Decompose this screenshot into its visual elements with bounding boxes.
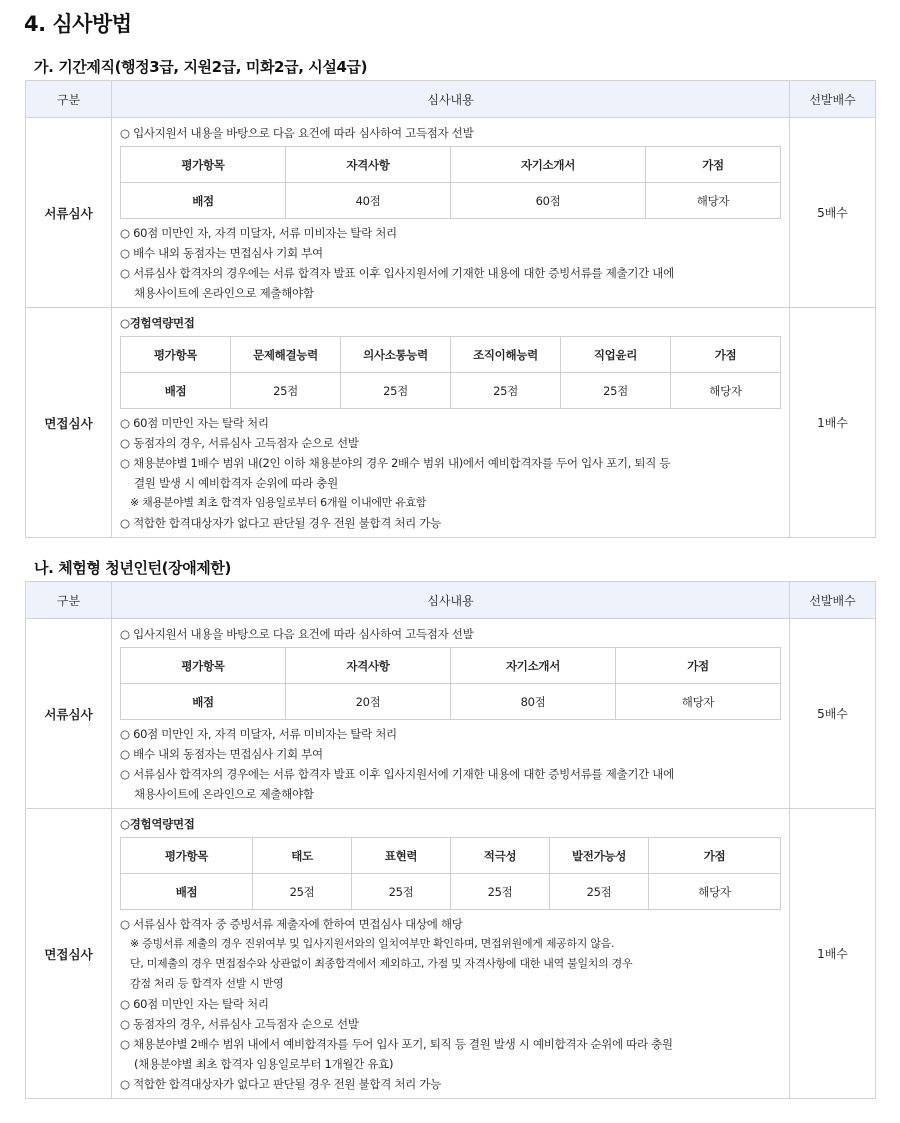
interview-score: 25점 — [550, 874, 649, 910]
doc-intro: ○ 입사지원서 내용을 바탕으로 다음 요건에 따라 심사하여 고득점자 선발 — [120, 126, 474, 140]
interview-score: 25점 — [253, 874, 352, 910]
interview-item: 가점 — [649, 838, 781, 874]
interview-line: ○ 채용분야별 1배수 범위 내(2인 이하 채용분야의 경우 2배수 범위 내)에서 예비합격자를 두어 입사 포기, 퇴직 등 — [120, 456, 671, 470]
screening-table-youth-intern — [25, 581, 876, 1099]
interview-score-table — [120, 837, 781, 910]
interview-score: 해당자 — [671, 373, 781, 409]
header-category: 구분 — [26, 81, 112, 118]
doc-score: 20점 — [286, 684, 451, 720]
doc-line: ○ 서류심사 합격자의 경우에는 서류 합격자 발표 이후 입사지원서에 기재한 내용에 대한 증빙서류를 제출기간 내에 — [120, 767, 674, 781]
document-screening-row — [26, 118, 876, 308]
doc-score-header: 배점 — [121, 183, 286, 219]
interview-score: 25점 — [341, 373, 451, 409]
interview-line: ○ 동점자의 경우, 서류심사 고득점자 순으로 선발 — [120, 1017, 359, 1031]
interview-multiplier: 1배수 — [790, 809, 876, 1099]
section-title-fixed-term: 가. 기간제직(행정3급, 지원2급, 미화2급, 시설4급) — [34, 58, 368, 76]
doc-line: 채용사이트에 온라인으로 제출해야함 — [134, 787, 314, 801]
header-multiplier: 선발배수 — [790, 81, 876, 118]
header-content: 심사내용 — [112, 582, 790, 619]
interview-screening-content — [112, 809, 790, 1099]
interview-screening-row — [26, 308, 876, 538]
interview-line: ○ 60점 미만인 자는 탈락 처리 — [120, 997, 269, 1011]
doc-multiplier: 5배수 — [790, 619, 876, 809]
doc-item-header: 평가항목 — [121, 648, 286, 684]
document-screening-row — [26, 619, 876, 809]
doc-item: 가점 — [646, 147, 781, 183]
doc-score: 40점 — [286, 183, 451, 219]
doc-item-header: 평가항목 — [121, 147, 286, 183]
page-title: 4. 심사방법 — [24, 12, 132, 36]
interview-score: 25점 — [231, 373, 341, 409]
interview-score-table — [120, 336, 781, 409]
doc-item: 자기소개서 — [451, 648, 616, 684]
doc-line: ○ 배수 내외 동점자는 면접심사 기회 부여 — [120, 747, 323, 761]
document-screening-content — [112, 118, 790, 308]
interview-item-header: 평가항목 — [121, 337, 231, 373]
header-multiplier: 선발배수 — [790, 582, 876, 619]
doc-item: 자격사항 — [286, 147, 451, 183]
interview-note: ※ 증빙서류 제출의 경우 진위여부 및 입사지원서와의 일치여부만 확인하며, 면접위원에게 제공하지 않음. — [130, 937, 615, 950]
doc-score-header: 배점 — [121, 684, 286, 720]
doc-line: ○ 배수 내외 동점자는 면접심사 기회 부여 — [120, 246, 323, 260]
doc-item: 자격사항 — [286, 648, 451, 684]
interview-score-header: 배점 — [121, 373, 231, 409]
interview-score: 25점 — [352, 874, 451, 910]
interview-line: ○ 적합한 합격대상자가 없다고 판단될 경우 전원 불합격 처리 가능 — [120, 516, 441, 530]
header-content: 심사내용 — [112, 81, 790, 118]
interview-item: 표현력 — [352, 838, 451, 874]
screening-table-fixed-term — [25, 80, 876, 538]
section-title-youth-intern: 나. 체험형 청년인턴(장애제한) — [34, 559, 231, 577]
doc-line: ○ 서류심사 합격자의 경우에는 서류 합격자 발표 이후 입사지원서에 기재한 내용에 대한 증빙서류를 제출기간 내에 — [120, 266, 674, 280]
doc-score-table — [120, 647, 781, 720]
doc-line: ○ 60점 미만인 자, 자격 미달자, 서류 미비자는 탈락 처리 — [120, 727, 397, 741]
interview-note: ※ 채용분야별 최초 합격자 임용일로부터 6개월 이내에만 유효함 — [130, 496, 427, 509]
interview-screening-row — [26, 809, 876, 1099]
interview-item: 문제해결능력 — [231, 337, 341, 373]
document-screening-label: 서류심사 — [26, 619, 112, 809]
doc-score: 해당자 — [616, 684, 781, 720]
interview-score: 해당자 — [649, 874, 781, 910]
doc-score-table — [120, 146, 781, 219]
interview-line: ○ 적합한 합격대상자가 없다고 판단될 경우 전원 불합격 처리 가능 — [120, 1077, 441, 1091]
header-category: 구분 — [26, 582, 112, 619]
doc-score: 해당자 — [646, 183, 781, 219]
interview-line: ○ 채용분야별 2배수 범위 내에서 예비합격자를 두어 입사 포기, 퇴직 등 결원 발생 시 예비합격자 순위에 따라 충원 — [120, 1037, 673, 1051]
doc-line: ○ 60점 미만인 자, 자격 미달자, 서류 미비자는 탈락 처리 — [120, 226, 397, 240]
doc-score: 60점 — [451, 183, 646, 219]
interview-intro: ○경험역량면접 — [120, 316, 195, 330]
interview-score: 25점 — [451, 373, 561, 409]
interview-line: ○ 서류심사 합격자 중 증빙서류 제출자에 한하여 면접심사 대상에 해당 — [120, 917, 463, 931]
interview-item: 의사소통능력 — [341, 337, 451, 373]
doc-intro: ○ 입사지원서 내용을 바탕으로 다음 요건에 따라 심사하여 고득점자 선발 — [120, 627, 474, 641]
document-screening-content — [112, 619, 790, 809]
doc-multiplier: 5배수 — [790, 118, 876, 308]
interview-item: 태도 — [253, 838, 352, 874]
interview-screening-label: 면접심사 — [26, 308, 112, 538]
doc-item: 가점 — [616, 648, 781, 684]
interview-screening-content — [112, 308, 790, 538]
interview-line: ○ 60점 미만인 자는 탈락 처리 — [120, 416, 269, 430]
interview-note: 감점 처리 등 합격자 선발 시 반영 — [130, 977, 284, 990]
doc-score: 80점 — [451, 684, 616, 720]
interview-item: 조직이해능력 — [451, 337, 561, 373]
interview-screening-label: 면접심사 — [26, 809, 112, 1099]
document-screening-label: 서류심사 — [26, 118, 112, 308]
interview-item: 직업윤리 — [561, 337, 671, 373]
doc-line: 채용사이트에 온라인으로 제출해야함 — [134, 286, 314, 300]
interview-item: 가점 — [671, 337, 781, 373]
interview-line: (채용분야별 최초 합격자 임용일로부터 1개월간 유효) — [134, 1057, 394, 1071]
interview-multiplier: 1배수 — [790, 308, 876, 538]
interview-item: 적극성 — [451, 838, 550, 874]
interview-score-header: 배점 — [121, 874, 253, 910]
interview-score: 25점 — [561, 373, 671, 409]
interview-item-header: 평가항목 — [121, 838, 253, 874]
interview-score: 25점 — [451, 874, 550, 910]
doc-item: 자기소개서 — [451, 147, 646, 183]
interview-note: 단, 미제출의 경우 면접점수와 상관없이 최종합격에서 제외하고, 가점 및 자격사항에 대한 내역 불일치의 경우 — [130, 957, 633, 970]
interview-line: 결원 발생 시 예비합격자 순위에 따라 충원 — [134, 476, 338, 490]
interview-item: 발전가능성 — [550, 838, 649, 874]
interview-intro: ○경험역량면접 — [120, 817, 195, 831]
interview-line: ○ 동점자의 경우, 서류심사 고득점자 순으로 선발 — [120, 436, 359, 450]
